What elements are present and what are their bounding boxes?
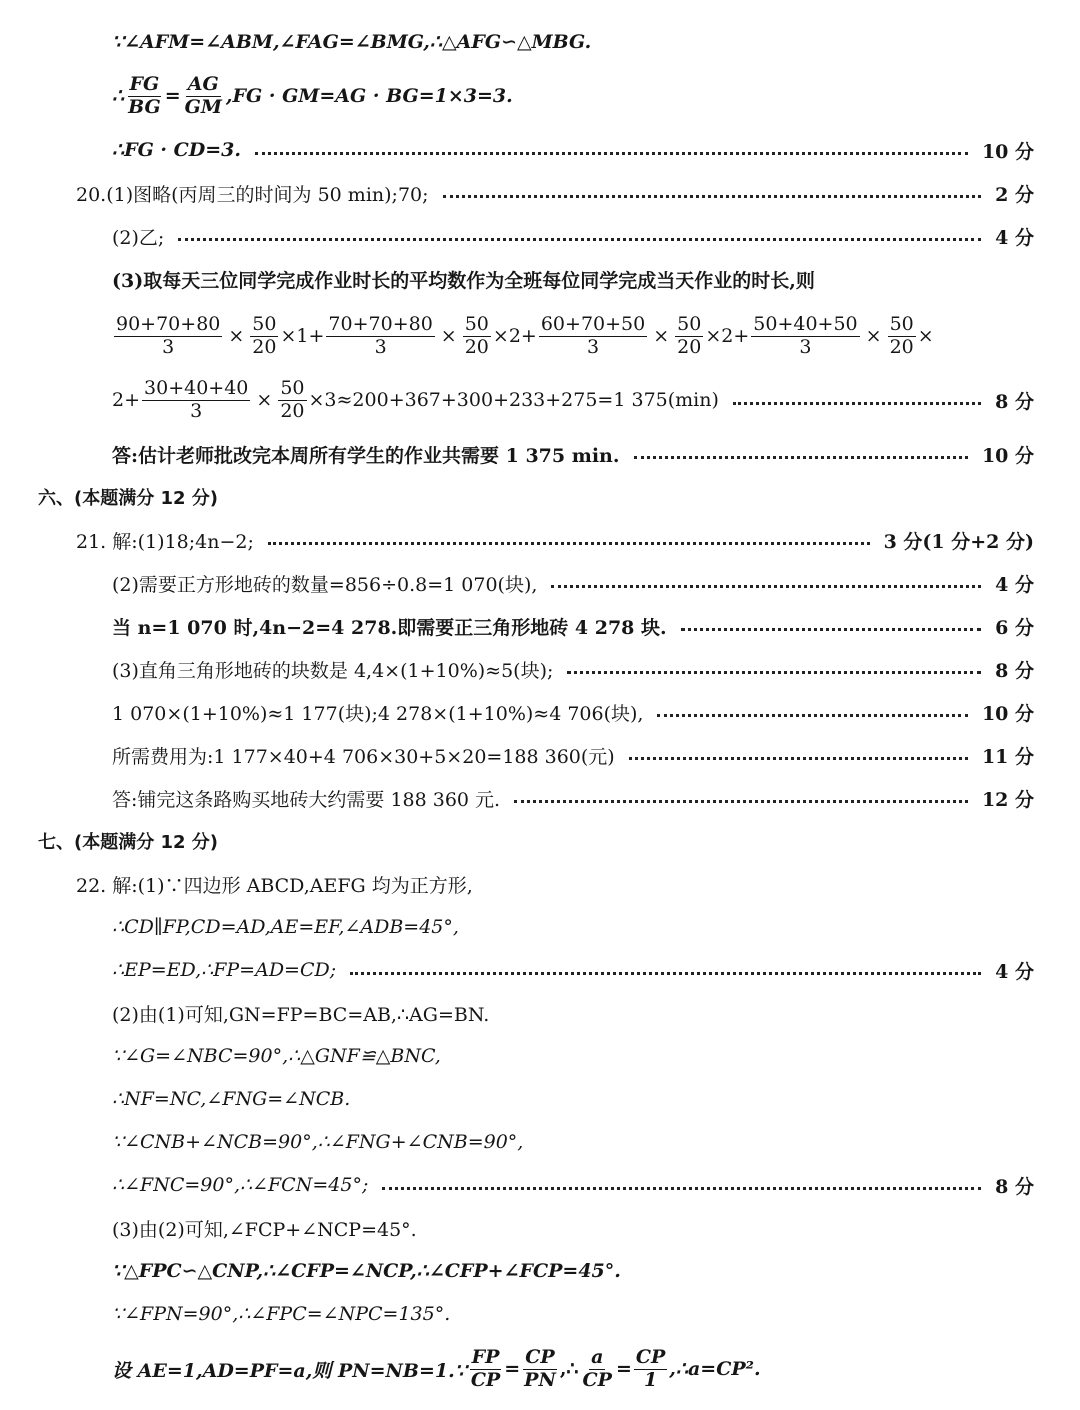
text: 2+ [112, 389, 141, 411]
text: (2)由(1)可知,GN=FP=BC=AB,∴AG=BN. [112, 1003, 490, 1026]
text: ∵∠CNB+∠NCB=90°,∴∠FNG+∠CNB=90°, [112, 1131, 524, 1153]
score: 3 分(1 分+2 分) [883, 530, 1034, 553]
line-q22-3d [0, 1344, 1080, 1394]
line-q21-1 [0, 522, 1080, 558]
denominator: BG [128, 95, 161, 118]
line-q22-3b [0, 1253, 1080, 1289]
text: 21. 解:(1)18;4n−2; [76, 530, 254, 553]
score: 12 分 [981, 788, 1034, 811]
text: ∴CD∥FP,CD=AD,AE=EF,∠ADB=45°, [112, 916, 459, 938]
line-q20-3 [0, 261, 1080, 297]
leader-dots [629, 755, 968, 760]
text: ∴∠FNC=90°,∴∠FCN=45°; [112, 1174, 369, 1196]
score: 8 分 [995, 390, 1034, 413]
line-q20-1 [0, 175, 1080, 211]
text: 设 AE=1,AD=PF=a,则 PN=NB=1.∵ [112, 1359, 467, 1382]
operator: × [865, 325, 882, 347]
numerator: FG [129, 72, 160, 95]
equals: = [504, 1358, 521, 1380]
score: 8 分 [995, 1175, 1034, 1198]
leader-dots [657, 712, 967, 717]
denominator: CP [582, 1368, 612, 1391]
numerator: 50 [889, 312, 914, 335]
fraction [250, 312, 278, 358]
denominator: 3 [162, 335, 175, 358]
leader-dots [551, 583, 981, 588]
text: ×3≈200+367+300+233+275=1 375(min) [308, 389, 719, 411]
text: 所需费用为:1 177×40+4 706×30+5×20=188 360(元) [112, 745, 615, 768]
denominator: CP [470, 1368, 501, 1391]
operator: × [256, 389, 273, 411]
leader-dots [268, 540, 870, 545]
leader-dots [514, 798, 968, 803]
text: ∴NF=NC,∠FNG=∠NCB. [112, 1088, 351, 1110]
numerator: FP [471, 1345, 500, 1368]
text: ∴FG · CD=3. [112, 139, 242, 161]
operator: × [440, 325, 457, 347]
numerator: 50 [252, 312, 277, 335]
leader-dots [567, 669, 981, 674]
numerator: CP [635, 1345, 666, 1368]
numerator: 60+70+50 [540, 312, 646, 335]
score: 4 分 [995, 573, 1034, 596]
fraction [278, 376, 306, 422]
line-q22-2c [0, 1081, 1080, 1117]
text: ×2+ [705, 325, 750, 347]
leader-dots [382, 1185, 981, 1190]
text: 七、(本题满分 12 分) [38, 832, 219, 853]
fraction [522, 1345, 558, 1391]
fraction [463, 312, 491, 358]
numerator: a [591, 1345, 604, 1368]
denominator: PN [524, 1368, 556, 1391]
denominator: 3 [374, 335, 387, 358]
fraction [888, 312, 916, 358]
leader-dots [681, 626, 982, 631]
numerator: CP [525, 1345, 555, 1368]
text: ∵∠FPN=90°,∴∠FPC=∠NPC=135°. [112, 1303, 451, 1325]
text: ×1+ [280, 325, 325, 347]
fraction [581, 1345, 614, 1391]
text: ,∴a=CP². [669, 1358, 761, 1380]
denominator: 20 [889, 335, 914, 358]
numerator: 50 [464, 312, 489, 335]
equals: = [164, 85, 181, 107]
text: (3)直角三角形地砖的块数是 4,4×(1+10%)≈5(块); [112, 659, 554, 682]
leader-dots [255, 150, 968, 155]
numerator: AG [187, 72, 219, 95]
fraction [751, 312, 859, 358]
leader-dots [443, 193, 982, 198]
fraction [114, 312, 222, 358]
text: ,∴ [559, 1358, 579, 1380]
score: 10 分 [981, 702, 1034, 725]
text: ∴EP=ED,∴FP=AD=CD; [112, 959, 337, 981]
text: 答:铺完这条路购买地砖大约需要 188 360 元. [112, 788, 501, 811]
denominator: 20 [464, 335, 489, 358]
score: 10 分 [981, 140, 1034, 163]
operator: × [228, 325, 245, 347]
fraction [142, 376, 250, 422]
numerator: 90+70+80 [116, 312, 221, 335]
text: (2)乙; [112, 226, 165, 249]
line-q21-3c [0, 737, 1080, 773]
text: 1 070×(1+10%)≈1 177(块);4 278×(1+10%)≈4 706(块), [112, 702, 644, 725]
text: ∵∠G=∠NBC=90°,∴△GNF≌△BNC, [112, 1045, 441, 1067]
leader-dots [350, 970, 981, 975]
line-q21-2b [0, 608, 1080, 644]
denominator: 20 [677, 335, 702, 358]
line-q22-3c [0, 1296, 1080, 1332]
denominator: GM [184, 95, 222, 118]
fraction [326, 312, 434, 358]
text: 20.(1)图略(丙周三的时间为 50 min);70; [76, 183, 429, 206]
section-heading-6 [0, 479, 1080, 515]
score: 2 分 [995, 183, 1034, 206]
line-fg-cd [0, 132, 1080, 168]
denominator: 20 [280, 399, 305, 422]
line-q22-1c [0, 952, 1080, 988]
line-ratio [0, 72, 1080, 120]
text: × [917, 325, 934, 347]
text: (3)由(2)可知,∠FCP+∠NCP=45°. [112, 1218, 417, 1241]
score: 8 分 [995, 659, 1034, 682]
operator: × [653, 325, 670, 347]
line-q21-3 [0, 651, 1080, 687]
denominator: 20 [252, 335, 277, 358]
line-q21-answer [0, 780, 1080, 816]
numerator: 50+40+50 [753, 312, 858, 335]
numerator: 50 [280, 376, 305, 399]
denominator: 1 [643, 1368, 658, 1391]
leader-dots [733, 400, 981, 405]
equals: = [615, 1358, 632, 1380]
line-q21-2 [0, 565, 1080, 601]
line-q22-1 [0, 866, 1080, 902]
text: 六、(本题满分 12 分) [38, 488, 219, 509]
therefore-symbol: ∴ [112, 85, 125, 107]
line-similar-triangles [0, 24, 1080, 60]
denominator: 3 [799, 335, 812, 358]
leader-dots [178, 236, 981, 241]
line-q22-2 [0, 995, 1080, 1031]
section-heading-7 [0, 823, 1080, 859]
line-q21-3b [0, 694, 1080, 730]
line-formula-2 [0, 372, 1080, 428]
score: 10 分 [981, 444, 1034, 467]
text: ×2+ [492, 325, 537, 347]
score: 11 分 [981, 745, 1034, 768]
score: 4 分 [995, 960, 1034, 983]
text: 答:估计老师批改完本周所有学生的作业共需要 1 375 min. [112, 444, 620, 467]
line-q22-2d [0, 1124, 1080, 1160]
text: (3)取每天三位同学完成作业时长的平均数作为全班每位同学完成当天作业的时长,则 [112, 269, 815, 292]
denominator: 3 [190, 399, 203, 422]
fraction [675, 312, 703, 358]
text: 当 n=1 070 时,4n−2=4 278.即需要正三角形地砖 4 278 块. [112, 616, 667, 639]
score: 6 分 [995, 616, 1034, 639]
text: 22. 解:(1)∵四边形 ABCD,AEFG 均为正方形, [76, 874, 473, 897]
fraction-fg-bg [126, 72, 163, 118]
text: ,FG · GM=AG · BG=1×3=3. [225, 85, 513, 107]
numerator: 50 [677, 312, 702, 335]
text: ∵∠AFM=∠ABM,∠FAG=∠BMG,∴△AFG∽△MBG. [112, 31, 592, 53]
score: 4 分 [995, 226, 1034, 249]
text: ∵△FPC∽△CNP,∴∠CFP=∠NCP,∴∠CFP+∠FCP=45°. [112, 1260, 621, 1282]
line-q22-3 [0, 1210, 1080, 1246]
line-formula-1 [0, 308, 1080, 364]
leader-dots [634, 454, 968, 459]
fraction [634, 1345, 667, 1391]
line-q22-1b [0, 909, 1080, 945]
fraction [539, 312, 647, 358]
line-q22-2e [0, 1167, 1080, 1203]
line-q20-2 [0, 218, 1080, 254]
text: (2)需要正方形地砖的数量=856÷0.8=1 070(块), [112, 573, 538, 596]
fraction-ag-gm [183, 72, 224, 118]
line-q20-answer [0, 436, 1080, 472]
fraction [469, 1345, 502, 1391]
numerator: 30+40+40 [144, 376, 249, 399]
line-q22-2b [0, 1038, 1080, 1074]
denominator: 3 [586, 335, 600, 358]
numerator: 70+70+80 [328, 312, 433, 335]
